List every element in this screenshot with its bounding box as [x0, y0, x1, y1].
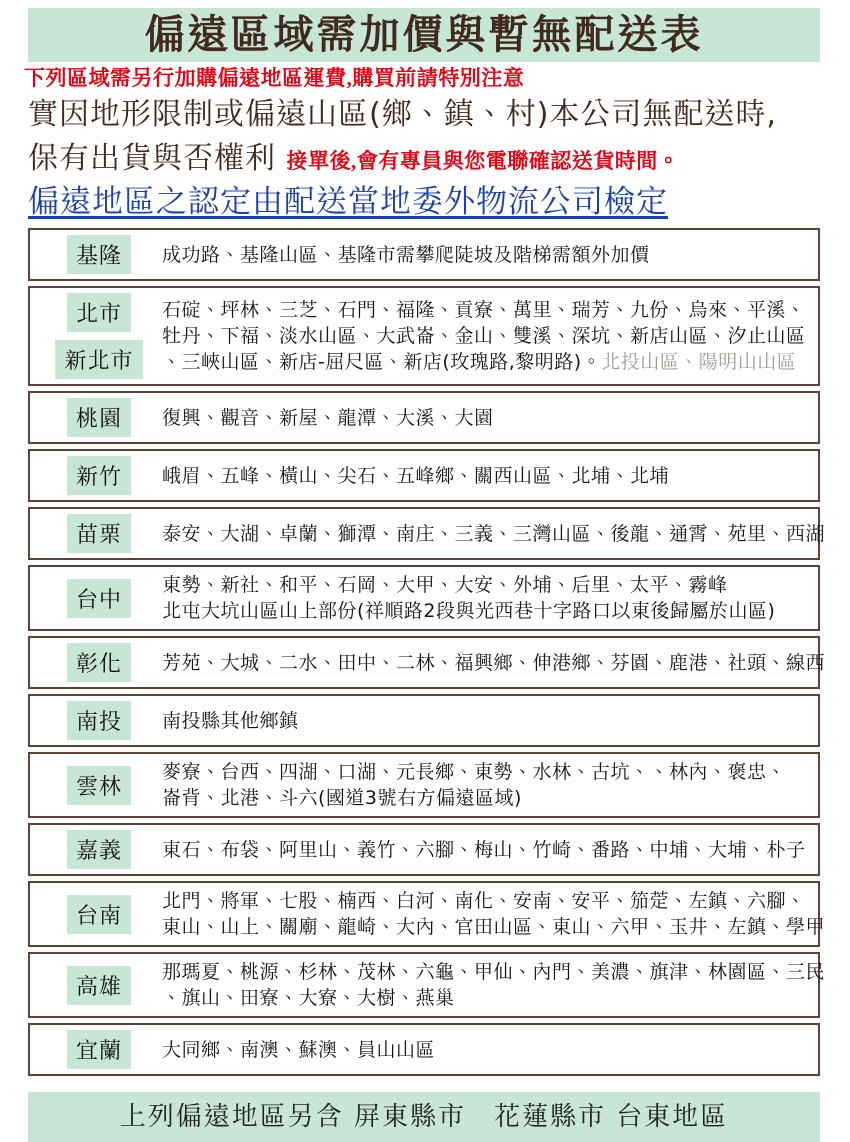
table-row-kaohsiung: [28, 952, 826, 1018]
region-label: 台南: [67, 895, 131, 934]
region-areas: 峨眉、五峰、橫山、尖石、五峰鄉、關西山區、北埔、北埔: [162, 464, 670, 487]
region-label: 苗栗: [67, 514, 131, 553]
region-label: 南投: [67, 701, 131, 740]
region-label-col: [46, 514, 152, 553]
region-areas: 麥寮、台西、四湖、口湖、元長鄉、東勢、水林、古坑、、林內、褒忠、 崙背、北港、斗六(國道3號右方偏遠區域): [162, 761, 787, 809]
region-label: 桃園: [67, 398, 131, 437]
region-label: 新北市: [55, 340, 142, 379]
region-label: 雲林: [67, 766, 131, 805]
region-label-col: [46, 966, 152, 1005]
region-areas: 北門、將軍、七股、楠西、白河、南化、安南、安平、笳萣、左鎮、六腳、 東山、山上、關廟、龍崎、大內、官田山區、東山、六甲、玉井、左鎮、學甲: [162, 890, 826, 938]
region-label: 嘉義: [67, 830, 131, 869]
region-areas: 東石、布袋、阿里山、義竹、六腳、梅山、竹崎、番路、中埔、大埔、朴子: [162, 838, 806, 861]
region-label: 高雄: [67, 966, 131, 1005]
red-warning-text: 下列區域需另行加購偏遠地區運費,購買前請特別注意: [24, 66, 525, 90]
notice-line-1: 實因地形限制或偏遠山區(鄉、鎮、村)本公司無配送時,: [28, 97, 777, 132]
table-row-tainan: [28, 881, 826, 947]
region-label-col: [46, 398, 152, 437]
region-areas: 那瑪夏、桃源、杉林、茂林、六龜、甲仙、內門、美濃、旗津、林園區、三民 、旗山、田寮、大寮、大樹、燕巢: [162, 961, 826, 1009]
region-label-col: [46, 579, 152, 618]
region-label: 新竹: [67, 456, 131, 495]
table-row-taichung: [28, 565, 820, 631]
region-label-col: [46, 830, 152, 869]
notice-line-2-main: 保有出貨與否權利: [28, 141, 276, 176]
region-label-col: [46, 895, 152, 934]
footer-note: 上列偏遠地區另含 屏東縣市 花蓮縣市 台東地區: [28, 1092, 820, 1142]
region-areas: 泰安、大湖、卓蘭、獅潭、南庄、三義、三灣山區、後龍、通霄、苑里、西湖: [162, 522, 826, 545]
page-title: 偏遠區域需加價與暫無配送表: [28, 8, 820, 62]
notice-line-2-red: 接單後,會有專員與您電聯確認送貨時間。: [286, 149, 680, 173]
region-areas: 東勢、新社、和平、石岡、大甲、大安、外埔、后里、太平、霧峰 北屯大坑山區山上部份(祥順路2段與光西巷十字路口以東後歸屬於山區): [162, 574, 776, 622]
region-areas-muted: 北投山區、陽明山山區: [601, 351, 797, 373]
table-row-chiayi: [28, 823, 820, 876]
table-row-taoyuan: [28, 391, 820, 444]
region-areas: 成功路、基隆山區、基隆市需攀爬陡坡及階梯需額外加價: [162, 243, 650, 266]
region-areas: 芳苑、大城、二水、田中、二林、福興鄉、伸港鄉、芬園、鹿港、社頭、線西: [162, 651, 826, 674]
region-label: 北市: [67, 293, 131, 332]
table-row-yilan: [28, 1023, 820, 1076]
notice-line-2: [28, 137, 820, 183]
table-row-keelung: [28, 228, 820, 281]
region-areas: 復興、觀音、新屋、龍潭、大溪、大園: [162, 406, 494, 429]
region-label-col: [46, 766, 152, 805]
region-areas: 石碇、坪林、三芝、石門、福隆、貢寮、萬里、瑞芳、九份、烏來、平溪、 牡丹、下福、淡水山區、大武崙、金山、雙溪、深坑、新店山區、汐止山區 、三峽山區、新店-屈尺區、新店(玫瑰路,黎明路)。北投山區、陽明山山區: [162, 299, 806, 373]
table-row-nantou: [28, 694, 820, 747]
blue-notice-line: 偏遠地區之認定由配送當地委外物流公司檢定: [28, 184, 668, 220]
table-row-miaoli: [28, 507, 826, 560]
region-label-col: [46, 643, 152, 682]
table-row-taipei-newtaipei: [28, 286, 820, 386]
region-label: 彰化: [67, 643, 131, 682]
region-areas: 南投縣其他鄉鎮: [162, 709, 299, 732]
region-label: 宜蘭: [67, 1030, 131, 1069]
region-label-col: [46, 701, 152, 740]
table-row-hsinchu: [28, 449, 820, 502]
region-label-col: [46, 235, 152, 274]
region-table: [28, 228, 826, 1076]
region-areas-normal: 、三峽山區、新店-屈尺區、新店(玫瑰路,黎明路)。: [162, 351, 602, 373]
table-row-changhua: [28, 636, 826, 689]
region-label-col: [46, 293, 152, 379]
region-label-col: [46, 1030, 152, 1069]
region-label-col: [46, 456, 152, 495]
region-label: 台中: [67, 579, 131, 618]
region-areas: 大同鄉、南澳、蘇澳、員山山區: [162, 1038, 436, 1061]
table-row-yunlin: [28, 752, 820, 818]
region-label: 基隆: [67, 235, 131, 274]
